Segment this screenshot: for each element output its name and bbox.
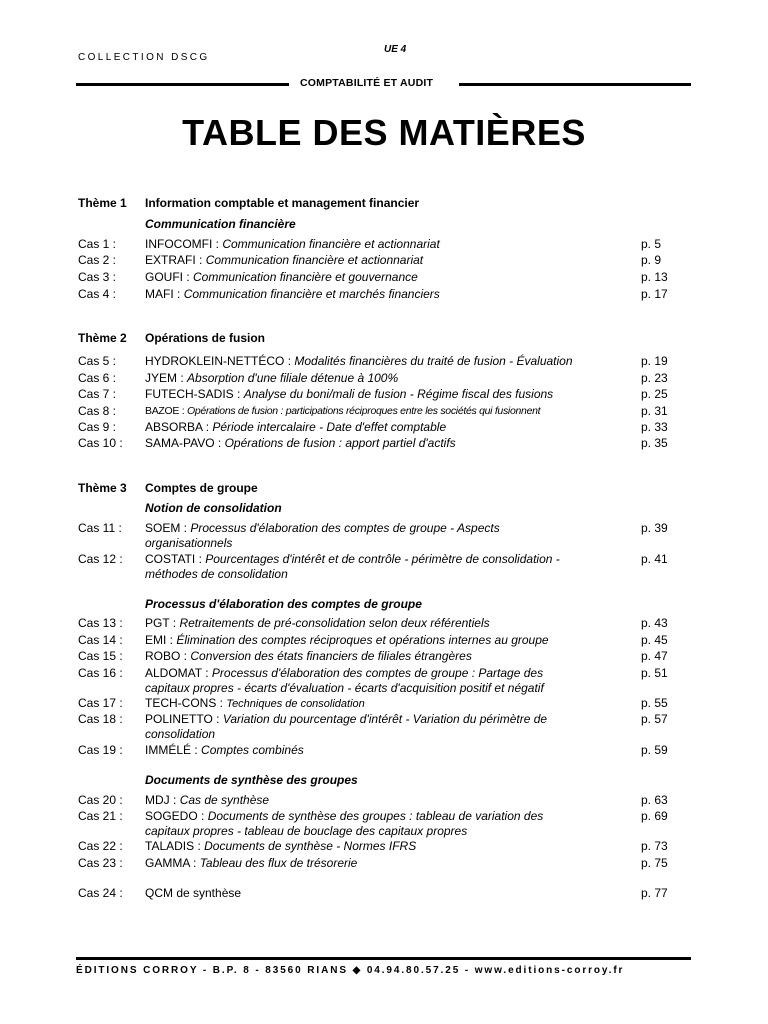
- page-number: p. 77: [641, 886, 668, 900]
- theme-label: Thème 2: [78, 331, 127, 345]
- subject-label: COMPTABILITÉ ET AUDIT: [300, 77, 434, 89]
- page-number: p. 13: [641, 270, 668, 284]
- page-number: p. 57: [641, 712, 668, 726]
- page-number: p. 35: [641, 436, 668, 450]
- section-heading: Communication financière: [145, 217, 296, 231]
- page-number: p. 55: [641, 696, 668, 710]
- page-number: p. 39: [641, 521, 668, 535]
- section-heading: Notion de consolidation: [145, 501, 282, 515]
- ue-label: UE 4: [384, 44, 407, 55]
- page-title: TABLE DES MATIÈRES: [182, 112, 586, 153]
- theme-label: Thème 3: [78, 481, 127, 495]
- page-number: p. 9: [641, 253, 662, 267]
- page-number: p. 59: [641, 743, 668, 757]
- section-heading: Documents de synthèse des groupes: [145, 773, 358, 787]
- page-number: p. 63: [641, 793, 668, 807]
- footer-rule: [76, 957, 691, 960]
- page-number: p. 73: [641, 839, 668, 853]
- page-number: p. 69: [641, 809, 668, 823]
- theme-label: Thème 1: [78, 196, 127, 210]
- page-number: p. 31: [641, 404, 668, 418]
- page-number: p. 75: [641, 856, 668, 870]
- section-heading: Processus d'élaboration des comptes de groupe: [145, 597, 422, 611]
- page-number: p. 17: [641, 287, 668, 301]
- header-rule-right: [459, 83, 691, 86]
- publisher-footer: ÉDITIONS CORROY - B.P. 8 - 83560 RIANS ◆ 04.94.80.57.25 - www.editions-corroy.fr: [76, 965, 625, 976]
- page-number: p. 43: [641, 616, 668, 630]
- theme-title: Information comptable et management financier: [145, 196, 420, 210]
- page-number: p. 51: [641, 666, 668, 680]
- collection-label: COLLECTION DSCG: [78, 52, 210, 63]
- theme-title: Comptes de groupe: [145, 481, 258, 495]
- theme-title: Opérations de fusion: [145, 331, 266, 345]
- page-number: p. 25: [641, 387, 668, 401]
- page-number: p. 47: [641, 649, 668, 663]
- page-number: p. 45: [641, 633, 668, 647]
- page-number: p. 5: [641, 237, 662, 251]
- page-number: p. 41: [641, 552, 668, 566]
- header-rule-left: [76, 83, 289, 86]
- page-number: p. 19: [641, 354, 668, 368]
- page-number: p. 33: [641, 420, 668, 434]
- page-number: p. 23: [641, 371, 668, 385]
